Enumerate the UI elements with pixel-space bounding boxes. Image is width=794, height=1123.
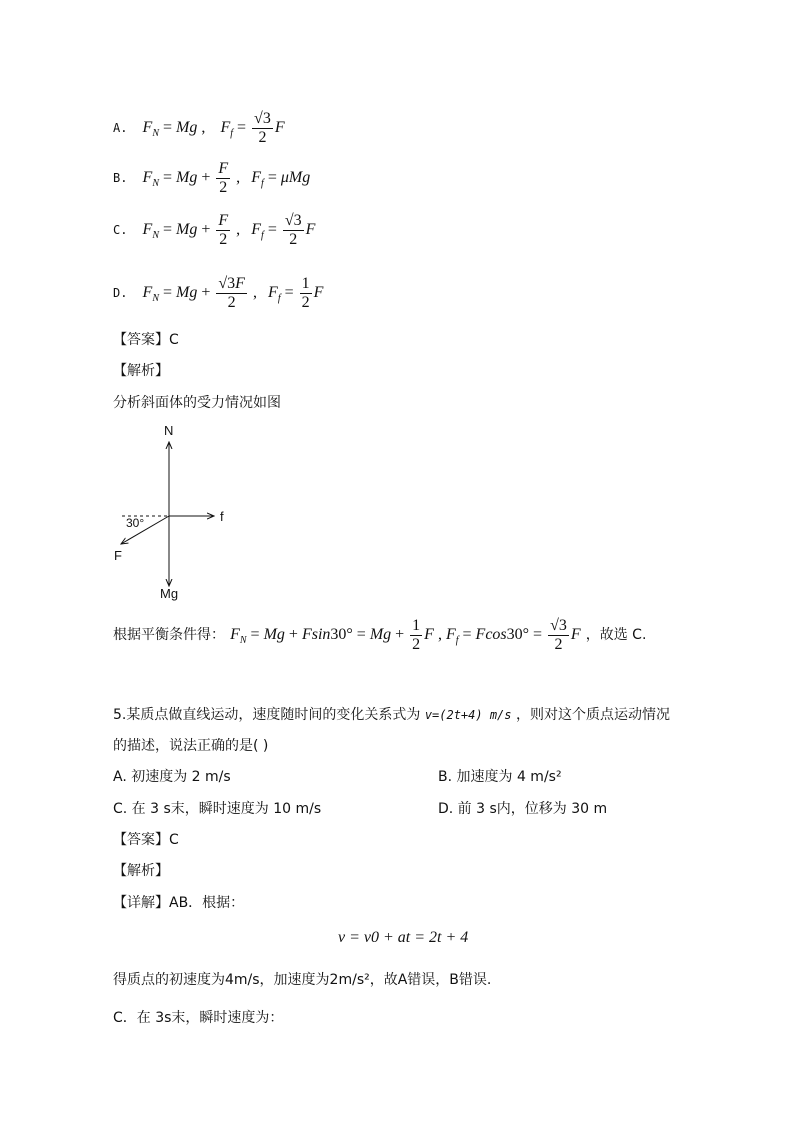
analysis-text-1: 分析斜面体的受力情况如图 — [113, 395, 281, 411]
label-mg: Mg — [160, 586, 179, 601]
answer-2: 【答案】C — [113, 832, 179, 848]
option-c: C. $F_N = Mg$ + $\frac{F}{2}$ , $F_f$ = $\frac{√3}{2}$ F — [113, 212, 316, 248]
analysis-title-1: 【解析】 — [113, 363, 169, 379]
answer-1: 【答案】C — [113, 332, 179, 348]
label-n: N — [164, 423, 174, 438]
detail-line: 【详解】AB．根据： — [113, 895, 245, 911]
c-line: C．在 3s末，瞬时速度为： — [113, 1010, 284, 1026]
q5-option-a: A. 初速度为 2 m/s — [113, 769, 231, 785]
balance-prefix: 根据平衡条件得： — [113, 627, 225, 644]
option-b: B. $F_N = Mg$ + $\frac{F}{2}$ , $F_f = \mu Mg$ — [113, 160, 311, 196]
q5-stem-a: 5.某质点做直线运动，速度随时间的变化关系式为 — [113, 707, 421, 723]
q5-option-c: C. 在 3 s末，瞬时速度为 10 m/s — [113, 801, 322, 817]
label-big-f: F — [114, 548, 122, 563]
option-d: D. $F_N = Mg$ + $\frac{√3F}{2}$ , $F_f$ = $\frac{1}{2}$ F — [113, 275, 324, 311]
balance-suffix: ，故选 C. — [585, 627, 647, 644]
q5-option-d: D. 前 3 s内，位移为 30 m — [438, 801, 608, 817]
q5-stem-b: ，则对这个质点运动情况 — [515, 707, 670, 723]
analysis-title-2: 【解析】 — [113, 863, 169, 879]
q5-option-b: B. 加速度为 4 m/s² — [438, 769, 562, 785]
q5-formula: v=(2t+4) m/s — [424, 708, 512, 722]
label-f: f — [220, 509, 224, 524]
balance-line: 根据平衡条件得： $F_N = Mg + Fsin30^\circ = Mg$ + $\frac{1}{2}$ F , $F_f = Fcos30^\circ$ = $\frac{√3}{2}$ F ，故选 C. — [113, 617, 647, 653]
label-angle: 30° — [126, 516, 145, 530]
conclusion-line: 得质点的初速度为4m/s，加速度为2m/s²，故A错误，B错误. — [113, 972, 492, 988]
q5-stem-line2: 的描述，说法正确的是( ) — [113, 738, 269, 754]
force-diagram — [110, 420, 250, 605]
q5-stem-line1 — [113, 706, 670, 724]
option-a: A. $F_N = Mg$ , $F_f$ = $\frac{√3}{2}$ F — [113, 110, 285, 146]
center-formula: v = v0 + at = 2t + 4 — [338, 929, 469, 946]
